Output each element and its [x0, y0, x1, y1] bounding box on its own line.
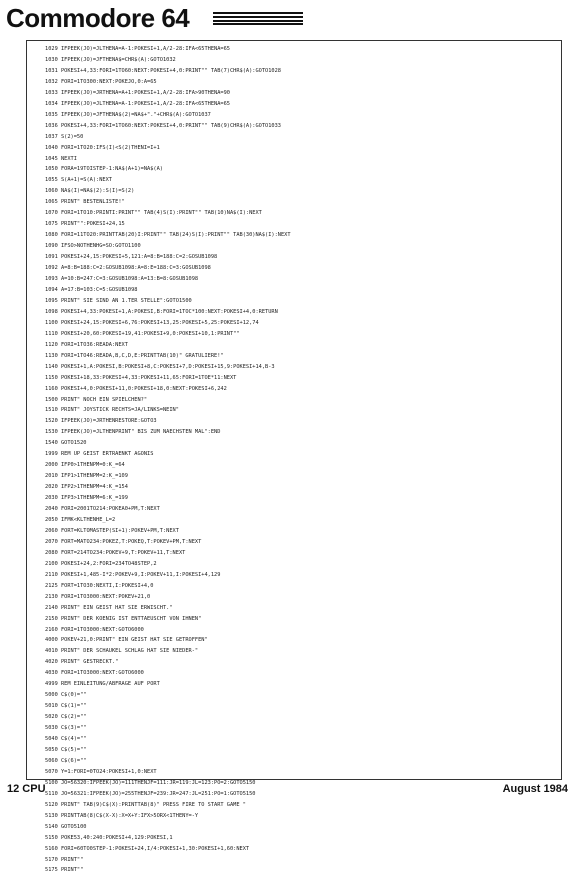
code-line: 2010 IFP1>1THENPM=2:K_=109 — [45, 473, 128, 480]
code-line: 1092 A=8:B=188:C=2:GOSUB1098:A=8:E=188:C=3:GOSUB1098 — [45, 265, 211, 272]
code-line: 1500 PRINT" NOCH EIN SPIELCHEN?" — [45, 396, 148, 403]
page-footer — [0, 783, 582, 800]
page-number-label: 12 CPU — [7, 783, 46, 795]
code-line: 1140 POKESI+1,A:POKESI,B:POKESI+8,C:POKESI+7,D:POKESI+15,9:POKESI+14,B-3 — [45, 363, 275, 370]
code-line: 4020 PRINT" GESTRECKT." — [45, 659, 119, 666]
code-line: 1033 IFPEEK(JO)=JRTHENA=A+1:POKESI+1,A/2-28:IFA>90THENA=90 — [45, 89, 230, 96]
code-line: 1510 PRINT" JOYSTICK RECHTS=JA/LINKS=NEIN" — [45, 407, 179, 414]
code-line: 1091 POKESI+24,15:POKESI+5,121:A=8:B=188:C=2:GOSUB1098 — [45, 254, 218, 261]
code-line: 1093 A=10:B=247:C=3:GOSUB1098:A=13:B=8:GOSUB1098 — [45, 276, 199, 283]
code-line: 1110 POKESI+20,60:POKESI+19,41:POKESI+9,0:POKESI+10,1:PRINT"" — [45, 330, 240, 337]
code-line: 2130 FORI=1TO3000:NEXT:POKEV+21,0 — [45, 593, 151, 600]
code-line: 1037 S(2)=50 — [45, 133, 84, 140]
page-header — [0, 0, 582, 40]
code-line: 2020 IFP2>1THENPM=4:K_=154 — [45, 484, 128, 491]
code-line: 5010 C$(1)="" — [45, 703, 87, 710]
code-line: 5060 C$(6)="" — [45, 757, 87, 764]
code-line: 1120 FORI=1TO36:READA:NEXT — [45, 341, 128, 348]
code-line: 1090 IFSO>NOTHENHG=SO:GOTO1100 — [45, 243, 141, 250]
code-line: 2060 FORT=KLTOMASTEP(SI+1):POKEV+PM,T:NEXT — [45, 527, 179, 534]
code-line: 5040 C$(4)="" — [45, 736, 87, 743]
code-line: 5020 C$(2)="" — [45, 714, 87, 721]
code-line: 1060 NA$(I)=NA$(2):S(I)=S(2) — [45, 188, 135, 195]
code-line: 1540 GOTO1520 — [45, 440, 87, 447]
code-line: 1029 IFPEEK(JO)=JLTHENA=A-1:POKESI+1,A/2-28:IFA<65THENA=65 — [45, 46, 230, 52]
magazine-section-title: Commodore 64 — [6, 3, 190, 33]
code-line: 5000 C$(0)="" — [45, 692, 87, 699]
code-line: 2160 FORI=1TO3000:NEXT:GOTO6000 — [45, 626, 144, 633]
header-stripe-decoration — [213, 12, 303, 29]
code-line: 4999 REM EINLEITUNG/ABFRAGE AUF PORT — [45, 681, 160, 688]
code-line: 5110 JO=56321:IFPEEK(JO)=255THENJF=239:JR=247:JL=251:PO=1:GOTO5150 — [45, 790, 256, 797]
basic-listing — [45, 44, 555, 876]
code-line: 1070 FORI=1TO10:PRINTI:PRINT"" TAB(4)S(I):PRINT"" TAB(10)NA$(I):NEXT — [45, 210, 262, 217]
code-line: 1036 POKESI+4,33:FORI=1TO60:NEXT:POKESI+4,0:PRINT"" TAB(9)CHR$(A):GOTO1033 — [45, 122, 281, 129]
code-line: 2030 IFP3>1THENPM=6:K_=199 — [45, 495, 128, 502]
code-line: 2140 PRINT" EIN GEIST HAT SIE ERWISCHT." — [45, 604, 173, 611]
code-line: 1094 A=17:B=103:C=5:GOSUB1098 — [45, 286, 138, 293]
code-line: 1034 IFPEEK(JO)=JLTHENA=A-1:POKESI+1,A/2-28:IFA<65THENA=65 — [45, 100, 230, 107]
code-line: 1530 IFPEEK(JO)=JLTHENPRINT" BIS ZUM NAECHSTEN MAL":END — [45, 429, 221, 436]
code-line: 5140 GOTO5100 — [45, 823, 87, 830]
code-line: 1035 IFPEEK(JO)=JFTHENA$(2)=NA$+"."+CHR$(A):GOTO1037 — [45, 111, 211, 118]
code-line: 1150 POKESI+18,33:POKESI+4,33:POKESI+11,65:FORI=1TOE*11:NEXT — [45, 374, 237, 381]
code-line: 2040 FORI=2001TO214:POKEA0+PM,T:NEXT — [45, 506, 160, 513]
code-line: 2080 FORT=214TO234:POKEV+9,T:POKEV+11,T:NEXT — [45, 549, 186, 556]
code-line: 1050 FORA=19TOISTEP-1:NA$(A+1)=NA$(A) — [45, 166, 163, 173]
code-line: 2050 IFMK<KLTHENHE_L=2 — [45, 516, 116, 523]
code-line: 4030 FORI=1TO3000:NEXT:GOTO6000 — [45, 670, 144, 677]
issue-date: August 1984 — [502, 783, 568, 795]
code-line: 1520 IFPEEK(JO)=JRTHENRESTORE:GOTO3 — [45, 418, 157, 425]
code-line: 1065 PRINT" BESTENLISTE!" — [45, 199, 125, 206]
code-line: 1080 FORI=11TO20:PRINTTAB(20)I:PRINT"" TAB(24)S(I):PRINT"" TAB(30)NA$(I):NEXT — [45, 232, 291, 239]
code-line: 5130 PRINTTAB(8)C$(X-X):X=X+Y:IFX>5ORX<1THENY=-Y — [45, 812, 199, 819]
code-line: 1075 PRINT"":POKESI+24,15 — [45, 221, 125, 228]
code-line: 2000 IFP0>1THENPM=0:K_=64 — [45, 462, 125, 469]
code-line: 1032 FORI=1TO300:NEXT:POKEJO,0:A=65 — [45, 78, 157, 85]
code-line: 2125 FORT=1TO30:NEXTI,I:POKESI+4,0 — [45, 582, 154, 589]
code-line: 2100 POKESI+24,2:FORI=234TO48STEP,2 — [45, 560, 157, 567]
code-line: 5160 FORI=60TO0STEP-1:POKESI+24,I/4:POKESI+1,30:POKESI+1,60:NEXT — [45, 845, 250, 852]
code-line: 1160 POKESI+4,0:POKESI+11,0:POKESI+18,0:NEXT:POKESI+6,242 — [45, 385, 227, 392]
code-line: 5170 PRINT"" — [45, 856, 84, 863]
code-line: 4000 POKEV+21,0:PRINT" EIN GEIST HAT SIE GETROFFEN" — [45, 637, 208, 644]
code-line: 5150 POKE53,40:240:POKESI+4,129:POKESI,1 — [45, 834, 173, 841]
code-line: 2110 POKESI+1,485-I*2:POKEV+9,I:POKEV+11,I:POKESI+4,129 — [45, 571, 221, 578]
code-line: 1031 POKESI+4,33:FORI=1TO60:NEXT:POKESI+4,0:PRINT"" TAB(7)CHR$(A):GOTO1028 — [45, 67, 281, 74]
code-line: 1045 NEXTI — [45, 155, 77, 162]
code-line: 2070 FORT=MATO234:POKEZ,T:POKEQ,T:POKEV+PM,T:NEXT — [45, 538, 202, 545]
code-line: 1100 POKESI+24,15:POKESI+6,76:POKESI+13,25:POKESI+5,25:POKESI+12,74 — [45, 319, 259, 326]
code-line: 5120 PRINT" TAB(9)C$(X):PRINTTAB(8)" PRESS FIRE TO START GAME " — [45, 801, 246, 808]
code-line: 1999 REM UP GEIST ERTRAENKT AGONIS — [45, 451, 154, 458]
code-line: 1098 POKESI+4,33:POKESI+1,A:POKESI,B:FORI=1TOC*100:NEXT:POKESI+4,0:RETURN — [45, 308, 278, 315]
code-line: 5030 C$(3)="" — [45, 725, 87, 732]
code-line: 4010 PRINT" DER SCHAUKEL SCHLAG HAT SIE NIEDER-" — [45, 648, 199, 655]
code-line: 5050 C$(5)="" — [45, 747, 87, 753]
code-line: 1130 FORI=1TO46:READA,B,C,D,E:PRINTTAB(10)" GRATULIERE!" — [45, 352, 224, 359]
code-line: 5100 JO=56320:IFPEEK(JO)=111THENJF=111:JR=119:JL=123:PO=2:GOTO5150 — [45, 779, 256, 786]
code-line: 1095 PRINT" SIE SIND AN 1.TER STELLE":GOTO1500 — [45, 297, 192, 304]
code-line: 5175 PRINT"" — [45, 867, 84, 874]
code-line: 1030 IFPEEK(JO)=JFTHENA$=CHR$(A):GOTO1032 — [45, 56, 176, 63]
code-line: 1055 S(A+1)=S(A):NEXT — [45, 177, 112, 184]
code-line: 5070 Y=1:FORI=0TO24:POKESI+1,0:NEXT — [45, 768, 157, 775]
code-line: 1040 FORI=1TO20:IFS(I)<S(2)THENI=I+1 — [45, 144, 160, 151]
code-line: 2150 PRINT" DER KOENIG IST ENTTAEUSCHT VON IHNEN" — [45, 615, 202, 622]
